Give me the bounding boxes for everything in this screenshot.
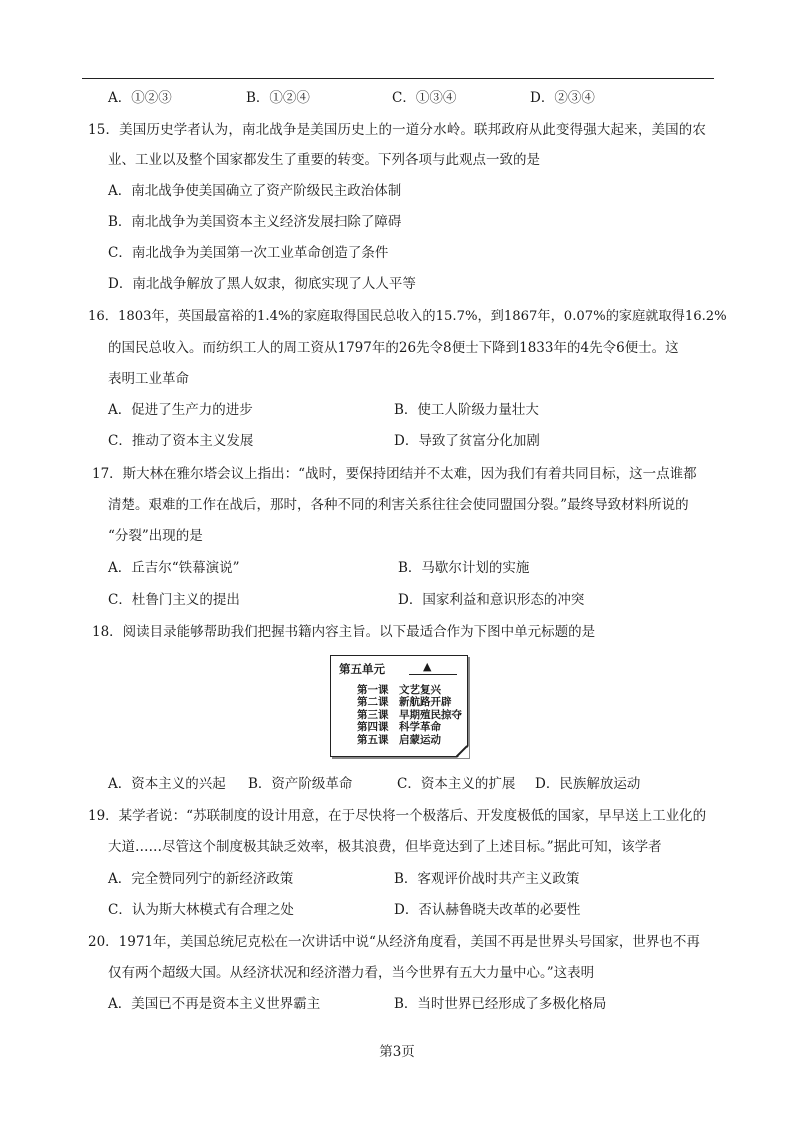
q15-option-d: D．南北战争解放了黑人奴隶，彻底实现了人人平等 xyxy=(108,276,416,292)
page-number: 第3页 xyxy=(379,1044,415,1060)
q18-option-a: A．资本主义的兴起 xyxy=(108,776,226,792)
q17-option-b: B．马歇尔计划的实施 xyxy=(398,560,530,576)
q14-option-a: A．①②③ xyxy=(108,90,172,106)
q14-option-d: D．②③④ xyxy=(530,90,595,106)
q18-option-b: B．资产阶级革命 xyxy=(248,776,353,792)
q15-option-a: A．南北战争使美国确立了资产阶级民主政治体制 xyxy=(108,183,402,199)
q17-stem-line-2: 清楚。艰难的工作在战后，那时，各种不同的利害关系往往会使同盟国分裂。”最终导致材料所说的 xyxy=(108,497,689,513)
q15-option-c: C．南北战争为美国第一次工业革命创造了条件 xyxy=(108,245,389,261)
q16-option-d: D．导致了贫富分化加剧 xyxy=(394,433,540,449)
figure-lesson-2: 第二课 新航路开辟 xyxy=(357,696,452,709)
header-rule xyxy=(82,78,714,79)
q19-stem-line-2: 大道……尽管这个制度极其缺乏效率，极其浪费，但毕竟达到了上述目标。”据此可知，该学者 xyxy=(108,839,662,855)
q15-stem-line-1: 15．美国历史学者认为，南北战争是美国历史上的一道分水岭。联邦政府从此变得强大起来，美国的农 xyxy=(88,122,707,138)
q17-stem-line-3: “分裂”出现的是 xyxy=(108,528,203,544)
figure-unit-title: 第五单元 xyxy=(339,662,385,676)
q17-stem-line-1: 17．斯大林在雅尔塔会议上指出：“战时，要保持团结并不太难，因为我们有着共同目标，这一点谁都 xyxy=(92,466,697,482)
q19-option-a: A．完全赞同列宁的新经济政策 xyxy=(108,871,294,887)
q17-option-a: A．丘吉尔“铁幕演说” xyxy=(108,560,240,576)
q19-stem-line-1: 19．某学者说：“苏联制度的设计用意，在于尽快将一个极落后、开发度极低的国家，早早送上工业化的 xyxy=(88,808,707,824)
figure-lesson-4: 第四课 科学革命 xyxy=(357,721,441,734)
q18-option-d: D．民族解放运动 xyxy=(535,776,641,792)
q16-option-a: A．促进了生产力的进步 xyxy=(108,402,253,418)
q18-stem: 18．阅读目录能够帮助我们把握书籍内容主旨。以下最适合作为下图中单元标题的是 xyxy=(92,624,596,640)
q19-option-b: B．客观评价战时共产主义政策 xyxy=(394,871,580,887)
figure-lesson-5: 第五课 启蒙运动 xyxy=(357,733,441,746)
q19-option-c: C．认为斯大林模式有合理之处 xyxy=(108,902,294,918)
q20-option-b: B．当时世界已经形成了多极化格局 xyxy=(394,996,607,1012)
q20-stem-line-1: 20．1971年，美国总统尼克松在一次讲话中说“从经济角度看，美国不再是世界头号国家，世界也不再 xyxy=(88,934,700,950)
figure-triangle-marker: ▲ xyxy=(423,660,432,673)
q16-option-b: B．使工人阶级力量壮大 xyxy=(394,402,539,418)
figure-lesson-3: 第三课 早期殖民掠夺 xyxy=(357,708,462,721)
q16-stem-line-3: 表明工业革命 xyxy=(108,371,189,387)
q19-option-d: D．否认赫鲁晓夫改革的必要性 xyxy=(394,902,581,918)
figure-lesson-list xyxy=(357,684,462,746)
q17-option-d: D．国家利益和意识形态的冲突 xyxy=(398,592,585,608)
figure-blank-line xyxy=(409,674,457,675)
q15-stem-line-2: 业、工业以及整个国家都发生了重要的转变。下列各项与此观点一致的是 xyxy=(108,152,540,168)
q16-option-c: C．推动了资本主义发展 xyxy=(108,433,254,449)
q16-stem-line-1: 16．1803年，英国最富裕的1.4%的家庭取得国民总收入的15.7%，到1867年，0.07%的家庭就取得16.2% xyxy=(88,309,727,324)
q20-stem-line-2: 仅有两个超级大国。从经济状况和经济潜力看，当今世界有五大力量中心。”这表明 xyxy=(108,965,595,981)
q18-option-c: C．资本主义的扩展 xyxy=(397,776,516,792)
q14-option-b: B．①②④ xyxy=(246,90,310,106)
figure-lesson-1: 第一课 文艺复兴 xyxy=(357,684,441,696)
table-of-contents-figure xyxy=(330,655,468,757)
q20-option-a: A．美国已不再是资本主义世界霸主 xyxy=(108,996,321,1012)
q17-option-c: C．杜鲁门主义的提出 xyxy=(108,592,240,608)
q16-stem-line-2: 的国民总收入。而纺织工人的周工资从1797年的26先令8便士下降到1833年的4先令6便士。这 xyxy=(108,340,679,356)
q15-option-b: B．南北战争为美国资本主义经济发展扫除了障碍 xyxy=(108,214,402,230)
q14-option-c: C．①③④ xyxy=(392,90,457,106)
